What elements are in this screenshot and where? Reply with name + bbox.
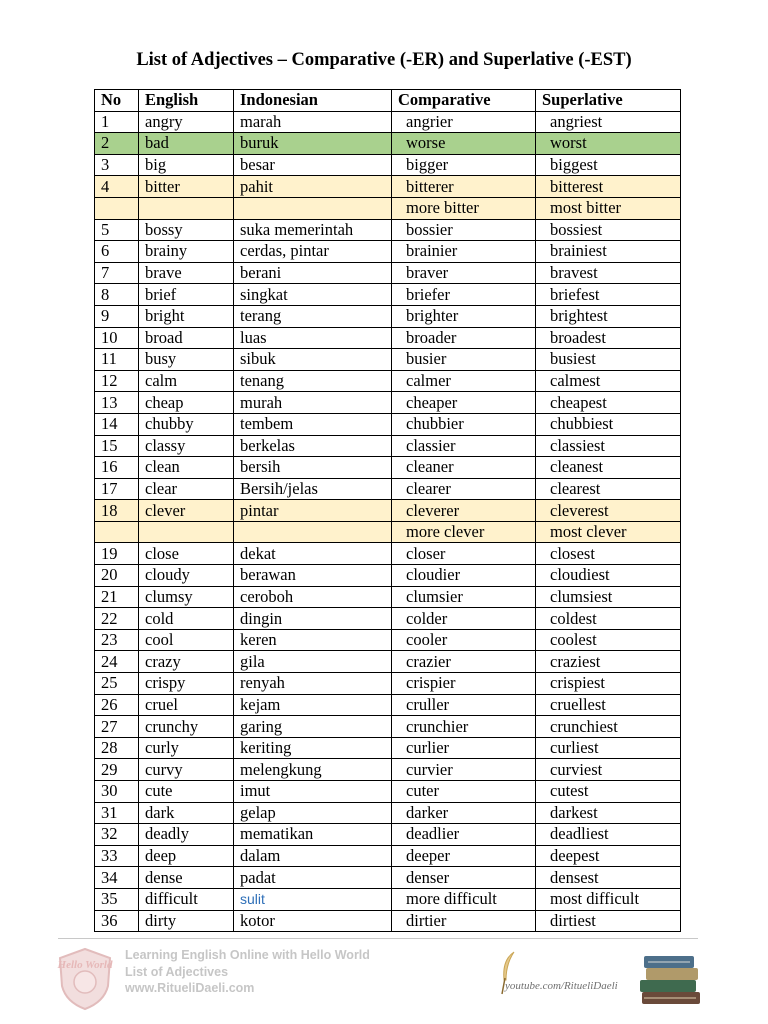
table-header-row bbox=[95, 90, 681, 112]
cell-comparative: classier bbox=[392, 435, 536, 457]
youtube-link: youtube.com/RitueliDaeli bbox=[505, 980, 618, 992]
cell-superlative: cleanest bbox=[536, 457, 681, 479]
header-comparative: Comparative bbox=[392, 90, 536, 112]
cell-comparative: angrier bbox=[392, 111, 536, 133]
cell-no: 25 bbox=[95, 673, 139, 695]
table-row bbox=[95, 413, 681, 435]
cell-comparative: more bitter bbox=[392, 197, 536, 219]
cell-superlative: crispiest bbox=[536, 673, 681, 695]
cell-no: 6 bbox=[95, 241, 139, 263]
cell-no: 7 bbox=[95, 262, 139, 284]
cell-indonesian: bersih bbox=[234, 457, 392, 479]
cell-no: 31 bbox=[95, 802, 139, 824]
cell-no: 4 bbox=[95, 176, 139, 198]
cell-english: brief bbox=[139, 284, 234, 306]
cell-no: 3 bbox=[95, 154, 139, 176]
cell-indonesian: keren bbox=[234, 629, 392, 651]
cell-english: brainy bbox=[139, 241, 234, 263]
cell-superlative: classiest bbox=[536, 435, 681, 457]
cell-english: crazy bbox=[139, 651, 234, 673]
table-row bbox=[95, 910, 681, 932]
cell-comparative: curvier bbox=[392, 759, 536, 781]
cell-comparative: more clever bbox=[392, 521, 536, 543]
cell-superlative: brightest bbox=[536, 305, 681, 327]
cell-english: clumsy bbox=[139, 586, 234, 608]
cell-comparative: cruller bbox=[392, 694, 536, 716]
cell-english: angry bbox=[139, 111, 234, 133]
cell-comparative: cleverer bbox=[392, 500, 536, 522]
cell-comparative: cuter bbox=[392, 781, 536, 803]
cell-superlative: coldest bbox=[536, 608, 681, 630]
cell-no: 28 bbox=[95, 737, 139, 759]
cell-comparative: busier bbox=[392, 349, 536, 371]
cell-no: 26 bbox=[95, 694, 139, 716]
cell-indonesian: mematikan bbox=[234, 824, 392, 846]
cell-superlative: cutest bbox=[536, 781, 681, 803]
cell-indonesian: keriting bbox=[234, 737, 392, 759]
table-row bbox=[95, 435, 681, 457]
cell-comparative: cooler bbox=[392, 629, 536, 651]
cell-indonesian: kejam bbox=[234, 694, 392, 716]
cell-indonesian: tembem bbox=[234, 413, 392, 435]
cell-comparative: clumsier bbox=[392, 586, 536, 608]
cell-english: difficult bbox=[139, 888, 234, 910]
table-row bbox=[95, 370, 681, 392]
cell-comparative: curlier bbox=[392, 737, 536, 759]
cell-no: 21 bbox=[95, 586, 139, 608]
cell-english: clear bbox=[139, 478, 234, 500]
cell-english: cloudy bbox=[139, 565, 234, 587]
cell-english: close bbox=[139, 543, 234, 565]
cell-comparative: cheaper bbox=[392, 392, 536, 414]
cell-english: chubby bbox=[139, 413, 234, 435]
cell-indonesian: tenang bbox=[234, 370, 392, 392]
cell-superlative: cloudiest bbox=[536, 565, 681, 587]
cell-indonesian bbox=[234, 197, 392, 219]
cell-indonesian: berani bbox=[234, 262, 392, 284]
cell-comparative: colder bbox=[392, 608, 536, 630]
cell-comparative: dirtier bbox=[392, 910, 536, 932]
cell-indonesian: besar bbox=[234, 154, 392, 176]
cell-superlative: crunchiest bbox=[536, 716, 681, 738]
cell-comparative: darker bbox=[392, 802, 536, 824]
cell-english bbox=[139, 521, 234, 543]
cell-english: cruel bbox=[139, 694, 234, 716]
footer-divider bbox=[58, 938, 698, 939]
cell-superlative: craziest bbox=[536, 651, 681, 673]
cell-english: cold bbox=[139, 608, 234, 630]
cell-superlative: worst bbox=[536, 133, 681, 155]
cell-comparative: chubbier bbox=[392, 413, 536, 435]
cell-no: 35 bbox=[95, 888, 139, 910]
cell-indonesian: dekat bbox=[234, 543, 392, 565]
cell-english: curly bbox=[139, 737, 234, 759]
cell-english: classy bbox=[139, 435, 234, 457]
cell-indonesian: cerdas, pintar bbox=[234, 241, 392, 263]
cell-superlative: cheapest bbox=[536, 392, 681, 414]
table-row bbox=[95, 759, 681, 781]
cell-no: 24 bbox=[95, 651, 139, 673]
cell-no: 23 bbox=[95, 629, 139, 651]
cell-comparative: braver bbox=[392, 262, 536, 284]
cell-comparative: bitterer bbox=[392, 176, 536, 198]
cell-indonesian: pahit bbox=[234, 176, 392, 198]
cell-comparative: more difficult bbox=[392, 888, 536, 910]
cell-comparative: bossier bbox=[392, 219, 536, 241]
header-indonesian: Indonesian bbox=[234, 90, 392, 112]
cell-superlative: bravest bbox=[536, 262, 681, 284]
cell-english: cute bbox=[139, 781, 234, 803]
cell-no: 18 bbox=[95, 500, 139, 522]
cell-english: clever bbox=[139, 500, 234, 522]
cell-superlative: deadliest bbox=[536, 824, 681, 846]
cell-indonesian: padat bbox=[234, 867, 392, 889]
cell-superlative: curviest bbox=[536, 759, 681, 781]
page-title: List of Adjectives – Comparative (-ER) and Superlative (-EST) bbox=[136, 50, 632, 70]
cell-no: 32 bbox=[95, 824, 139, 846]
cell-no: 27 bbox=[95, 716, 139, 738]
cell-no: 12 bbox=[95, 370, 139, 392]
cell-indonesian: singkat bbox=[234, 284, 392, 306]
cell-superlative: densest bbox=[536, 867, 681, 889]
table-row bbox=[95, 305, 681, 327]
logo-text: Hello World bbox=[57, 959, 113, 971]
cell-no: 10 bbox=[95, 327, 139, 349]
cell-comparative: closer bbox=[392, 543, 536, 565]
cell-superlative: cruellest bbox=[536, 694, 681, 716]
cell-superlative: bitterest bbox=[536, 176, 681, 198]
cell-indonesian bbox=[234, 521, 392, 543]
table-row bbox=[95, 197, 681, 219]
cell-english: busy bbox=[139, 349, 234, 371]
footer-line-2: List of Adjectives bbox=[125, 964, 229, 979]
cell-english: big bbox=[139, 154, 234, 176]
table-body bbox=[95, 111, 681, 932]
cell-english: deep bbox=[139, 845, 234, 867]
cell-no: 9 bbox=[95, 305, 139, 327]
table-row bbox=[95, 111, 681, 133]
cell-english: bitter bbox=[139, 176, 234, 198]
table-row bbox=[95, 176, 681, 198]
cell-no: 16 bbox=[95, 457, 139, 479]
cell-indonesian: gila bbox=[234, 651, 392, 673]
cell-indonesian: ceroboh bbox=[234, 586, 392, 608]
cell-superlative: cleverest bbox=[536, 500, 681, 522]
cell-comparative: deeper bbox=[392, 845, 536, 867]
cell-english: calm bbox=[139, 370, 234, 392]
cell-english: crispy bbox=[139, 673, 234, 695]
cell-superlative: darkest bbox=[536, 802, 681, 824]
cell-english: bright bbox=[139, 305, 234, 327]
cell-no: 5 bbox=[95, 219, 139, 241]
cell-indonesian: kotor bbox=[234, 910, 392, 932]
cell-indonesian: buruk bbox=[234, 133, 392, 155]
cell-no: 14 bbox=[95, 413, 139, 435]
cell-comparative: crazier bbox=[392, 651, 536, 673]
table-row bbox=[95, 694, 681, 716]
cell-no bbox=[95, 197, 139, 219]
cell-no: 1 bbox=[95, 111, 139, 133]
cell-no: 2 bbox=[95, 133, 139, 155]
cell-indonesian: murah bbox=[234, 392, 392, 414]
cell-indonesian: gelap bbox=[234, 802, 392, 824]
table-row bbox=[95, 802, 681, 824]
cell-indonesian: marah bbox=[234, 111, 392, 133]
cell-comparative: briefer bbox=[392, 284, 536, 306]
table-row bbox=[95, 241, 681, 263]
cell-indonesian: garing bbox=[234, 716, 392, 738]
cell-comparative: crunchier bbox=[392, 716, 536, 738]
table-row bbox=[95, 781, 681, 803]
cell-no: 33 bbox=[95, 845, 139, 867]
table-row bbox=[95, 457, 681, 479]
table-row bbox=[95, 888, 681, 910]
cell-superlative: clumsiest bbox=[536, 586, 681, 608]
table-row bbox=[95, 565, 681, 587]
cell-comparative: denser bbox=[392, 867, 536, 889]
table-row bbox=[95, 133, 681, 155]
header-no: No bbox=[95, 90, 139, 112]
cell-superlative: clearest bbox=[536, 478, 681, 500]
table-row bbox=[95, 349, 681, 371]
cell-no bbox=[95, 521, 139, 543]
cell-no: 36 bbox=[95, 910, 139, 932]
cell-comparative: crispier bbox=[392, 673, 536, 695]
cell-english: broad bbox=[139, 327, 234, 349]
cell-english: dark bbox=[139, 802, 234, 824]
cell-no: 34 bbox=[95, 867, 139, 889]
cell-comparative: bigger bbox=[392, 154, 536, 176]
cell-superlative: broadest bbox=[536, 327, 681, 349]
books-icon bbox=[636, 948, 706, 1010]
cell-superlative: deepest bbox=[536, 845, 681, 867]
cell-superlative: biggest bbox=[536, 154, 681, 176]
cell-superlative: most difficult bbox=[536, 888, 681, 910]
cell-indonesian: sibuk bbox=[234, 349, 392, 371]
footer-line-1: Learning English Online with Hello World bbox=[125, 948, 370, 962]
cell-superlative: curliest bbox=[536, 737, 681, 759]
table-row bbox=[95, 500, 681, 522]
cell-indonesian: berkelas bbox=[234, 435, 392, 457]
table-row bbox=[95, 543, 681, 565]
table-row bbox=[95, 608, 681, 630]
cell-superlative: bossiest bbox=[536, 219, 681, 241]
cell-comparative: brighter bbox=[392, 305, 536, 327]
cell-no: 20 bbox=[95, 565, 139, 587]
cell-superlative: brainiest bbox=[536, 241, 681, 263]
cell-english bbox=[139, 197, 234, 219]
cell-indonesian: Bersih/jelas bbox=[234, 478, 392, 500]
cell-no: 30 bbox=[95, 781, 139, 803]
table-row bbox=[95, 845, 681, 867]
cell-indonesian: suka memerintah bbox=[234, 219, 392, 241]
cell-comparative: clearer bbox=[392, 478, 536, 500]
cell-indonesian: pintar bbox=[234, 500, 392, 522]
cell-comparative: worse bbox=[392, 133, 536, 155]
cell-superlative: calmest bbox=[536, 370, 681, 392]
table-row bbox=[95, 478, 681, 500]
cell-comparative: cleaner bbox=[392, 457, 536, 479]
cell-english: brave bbox=[139, 262, 234, 284]
cell-no: 19 bbox=[95, 543, 139, 565]
cell-superlative: dirtiest bbox=[536, 910, 681, 932]
cell-english: dense bbox=[139, 867, 234, 889]
cell-superlative: coolest bbox=[536, 629, 681, 651]
footer-website: www.RitueliDaeli.com bbox=[125, 981, 255, 995]
cell-comparative: calmer bbox=[392, 370, 536, 392]
table-row bbox=[95, 586, 681, 608]
cell-indonesian: berawan bbox=[234, 565, 392, 587]
cell-comparative: deadlier bbox=[392, 824, 536, 846]
table-row bbox=[95, 716, 681, 738]
cell-no: 22 bbox=[95, 608, 139, 630]
cell-no: 15 bbox=[95, 435, 139, 457]
cell-english: crunchy bbox=[139, 716, 234, 738]
cell-english: curvy bbox=[139, 759, 234, 781]
table-row bbox=[95, 284, 681, 306]
cell-indonesian: melengkung bbox=[234, 759, 392, 781]
cell-indonesian: sulit bbox=[234, 888, 392, 910]
cell-indonesian: renyah bbox=[234, 673, 392, 695]
footer-text bbox=[125, 947, 370, 997]
cell-superlative: most bitter bbox=[536, 197, 681, 219]
cell-indonesian: dalam bbox=[234, 845, 392, 867]
adjectives-table bbox=[94, 89, 681, 932]
table-row bbox=[95, 521, 681, 543]
table-row bbox=[95, 673, 681, 695]
cell-superlative: closest bbox=[536, 543, 681, 565]
cell-no: 29 bbox=[95, 759, 139, 781]
cell-english: deadly bbox=[139, 824, 234, 846]
table-row bbox=[95, 327, 681, 349]
hello-world-logo-icon bbox=[56, 946, 114, 1012]
table-row bbox=[95, 262, 681, 284]
cell-indonesian: dingin bbox=[234, 608, 392, 630]
cell-english: dirty bbox=[139, 910, 234, 932]
cell-superlative: angriest bbox=[536, 111, 681, 133]
table-row bbox=[95, 629, 681, 651]
cell-superlative: briefest bbox=[536, 284, 681, 306]
table-row bbox=[95, 737, 681, 759]
cell-no: 8 bbox=[95, 284, 139, 306]
table-row bbox=[95, 154, 681, 176]
cell-superlative: most clever bbox=[536, 521, 681, 543]
cell-no: 17 bbox=[95, 478, 139, 500]
table-row bbox=[95, 824, 681, 846]
table-row bbox=[95, 651, 681, 673]
cell-comparative: brainier bbox=[392, 241, 536, 263]
cell-english: cheap bbox=[139, 392, 234, 414]
cell-no: 13 bbox=[95, 392, 139, 414]
table-row bbox=[95, 867, 681, 889]
table-row bbox=[95, 392, 681, 414]
cell-indonesian: imut bbox=[234, 781, 392, 803]
cell-comparative: broader bbox=[392, 327, 536, 349]
header-superlative: Superlative bbox=[536, 90, 681, 112]
cell-superlative: chubbiest bbox=[536, 413, 681, 435]
header-english: English bbox=[139, 90, 234, 112]
cell-superlative: busiest bbox=[536, 349, 681, 371]
cell-english: clean bbox=[139, 457, 234, 479]
cell-english: cool bbox=[139, 629, 234, 651]
cell-indonesian: terang bbox=[234, 305, 392, 327]
cell-english: bad bbox=[139, 133, 234, 155]
cell-comparative: cloudier bbox=[392, 565, 536, 587]
table-row bbox=[95, 219, 681, 241]
cell-indonesian: luas bbox=[234, 327, 392, 349]
cell-no: 11 bbox=[95, 349, 139, 371]
cell-english: bossy bbox=[139, 219, 234, 241]
